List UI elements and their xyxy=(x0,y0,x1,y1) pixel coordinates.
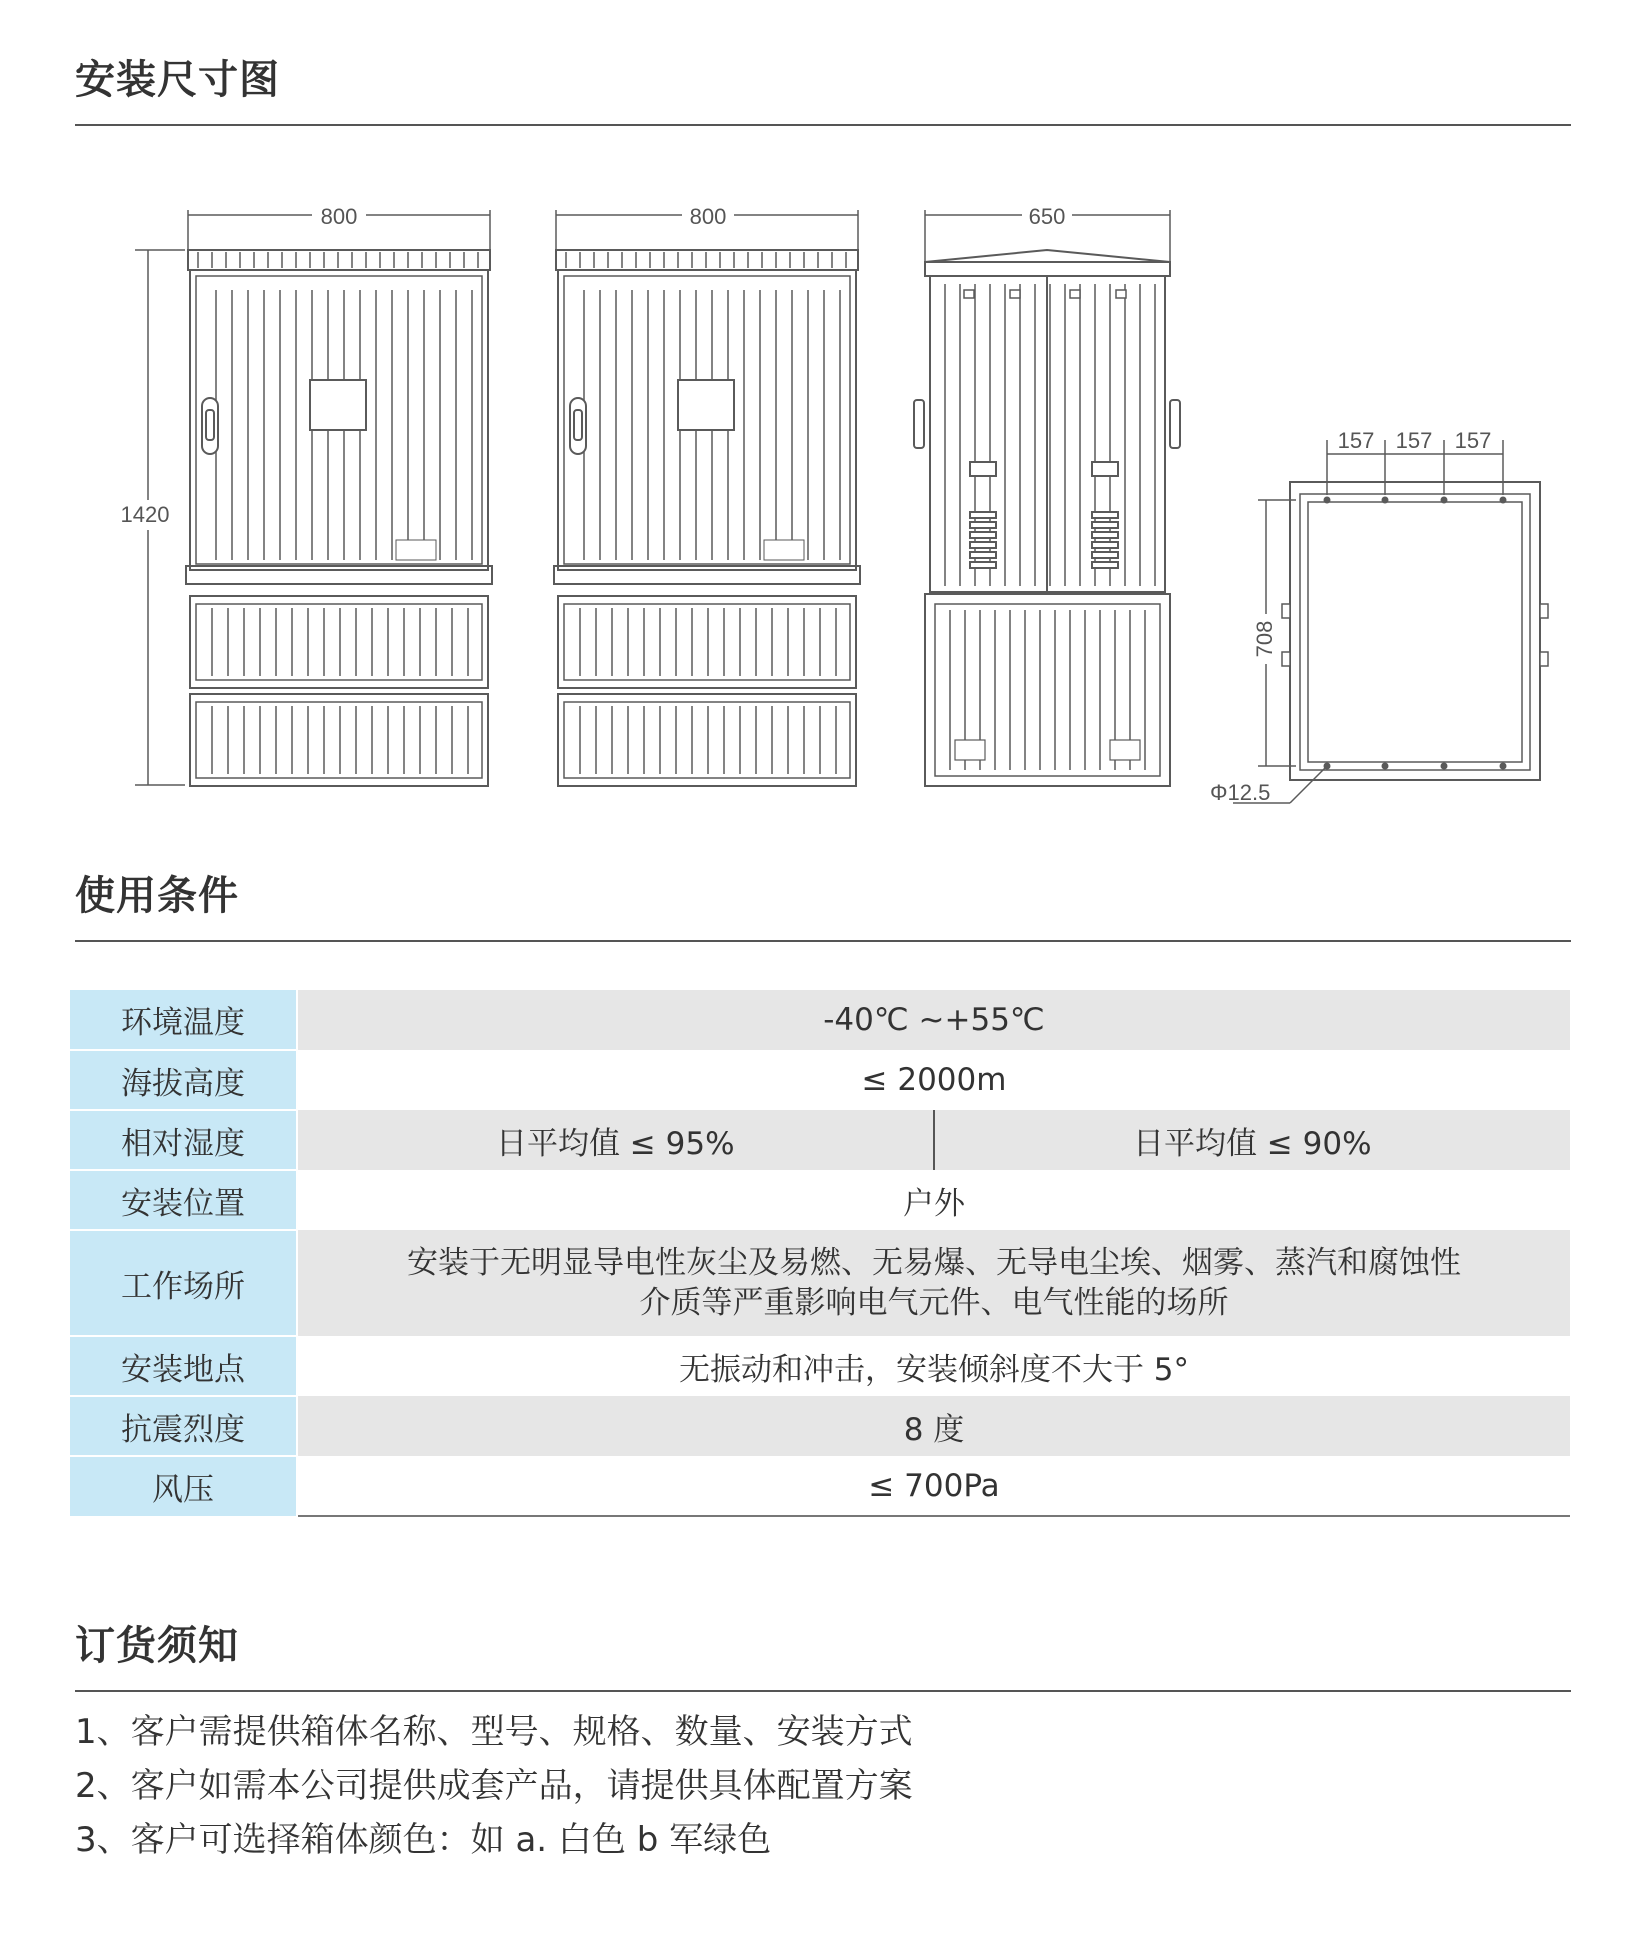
row-label: 风压 xyxy=(70,1456,297,1516)
front-width-label-1: 800 xyxy=(320,204,358,229)
front-width-label-2: 800 xyxy=(689,204,727,229)
list-item: 2、客户如需本公司提供成套产品，请提供具体配置方案 xyxy=(75,1766,913,1806)
row-value-line-1: 安装于无明显导电性灰尘及易燃、无易爆、无导电尘埃、烟雾、蒸汽和腐蚀性 xyxy=(407,1245,1461,1281)
row-value: -40℃ ~+55℃ xyxy=(297,990,1570,1050)
conditions-section-title: 使用条件 xyxy=(75,873,239,919)
row-value: 户外 xyxy=(297,1170,1570,1230)
row-value: 8 度 xyxy=(297,1396,1570,1456)
table-row xyxy=(70,1230,1570,1336)
base-depth-label: 708 xyxy=(1251,620,1277,658)
ordering-notes-list xyxy=(75,1705,913,1867)
row-label: 海拔高度 xyxy=(70,1050,297,1110)
bolt-spacing-label-2: 157 xyxy=(1395,428,1433,453)
front-view-2 xyxy=(554,210,860,786)
row-label: 工作场所 xyxy=(70,1230,297,1336)
table-row xyxy=(70,1110,1570,1170)
row-value: 无振动和冲击，安装倾斜度不大于 5° xyxy=(297,1336,1570,1396)
table-row xyxy=(70,1396,1570,1456)
row-label: 相对湿度 xyxy=(70,1110,297,1170)
table-row xyxy=(70,1050,1570,1110)
install-section-title: 安装尺寸图 xyxy=(75,57,280,103)
table-row xyxy=(70,1336,1570,1396)
table-row xyxy=(70,1170,1570,1230)
list-item: 1、客户需提供箱体名称、型号、规格、数量、安装方式 xyxy=(75,1712,913,1752)
install-section-rule xyxy=(75,124,1571,126)
ordering-section-title: 订货须知 xyxy=(75,1623,239,1669)
dimension-drawings xyxy=(0,180,1647,820)
bolt-spacing-label-1: 157 xyxy=(1337,428,1375,453)
front-view-1 xyxy=(135,210,492,786)
row-value-line-2: 介质等严重影响电气元件、电气性能的场所 xyxy=(639,1285,1229,1321)
list-item: 3、客户可选择箱体颜色：如 a. 白色 b 军绿色 xyxy=(75,1820,772,1860)
row-value: ≤ 700Pa xyxy=(297,1456,1570,1516)
conditions-table xyxy=(70,990,1570,1517)
row-value-right: 日平均值 ≤ 90% xyxy=(934,1110,1571,1170)
row-value: ≤ 2000m xyxy=(297,1050,1570,1110)
table-row xyxy=(70,1456,1570,1516)
side-width-label: 650 xyxy=(1028,204,1066,229)
row-label: 环境温度 xyxy=(70,990,297,1050)
row-label: 抗震烈度 xyxy=(70,1396,297,1456)
conditions-section-rule xyxy=(75,940,1571,942)
ordering-section-rule xyxy=(75,1690,1571,1692)
bolt-spacing-label-3: 157 xyxy=(1454,428,1492,453)
base-plan-view xyxy=(1233,440,1548,803)
row-value-left: 日平均值 ≤ 95% xyxy=(297,1110,934,1170)
table-row xyxy=(70,990,1570,1050)
row-value xyxy=(297,1230,1570,1336)
hole-diameter-label: Φ12.5 xyxy=(1210,780,1271,805)
height-label: 1420 xyxy=(120,502,170,527)
row-label: 安装位置 xyxy=(70,1170,297,1230)
side-view xyxy=(914,210,1180,786)
row-label: 安装地点 xyxy=(70,1336,297,1396)
